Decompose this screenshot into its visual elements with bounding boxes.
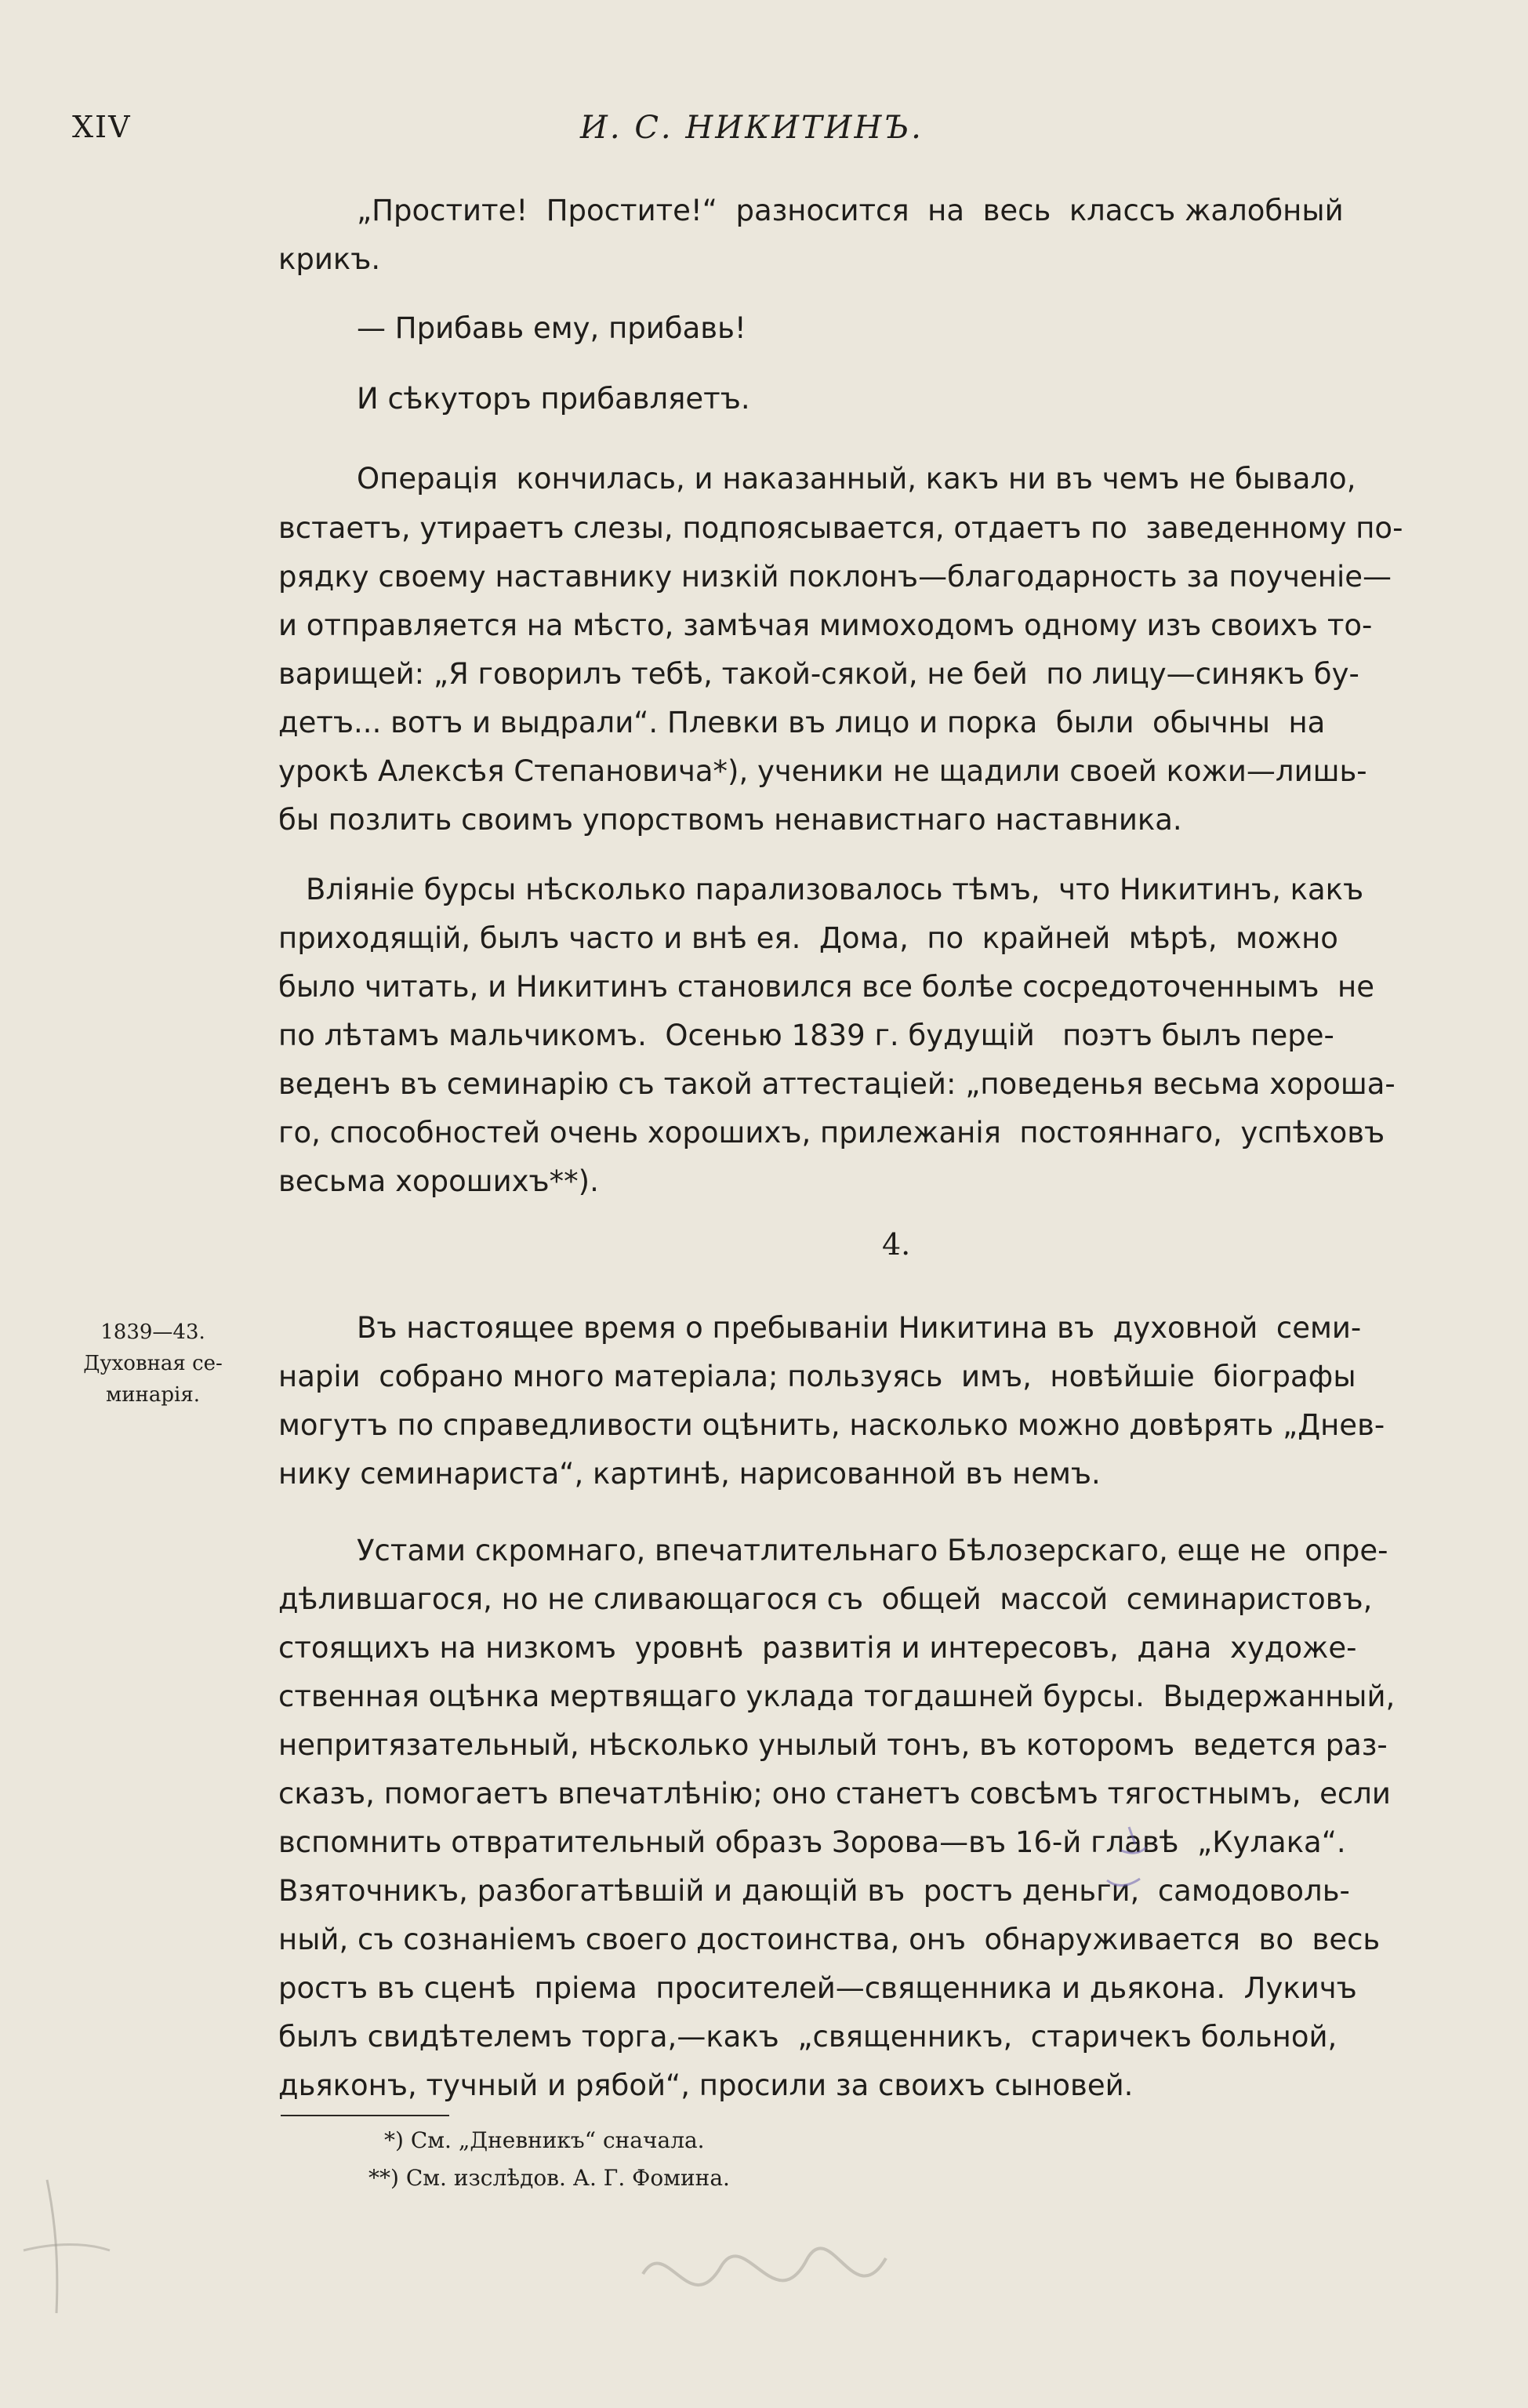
text-line: дѣлившагося, но не сливающагося съ общей массой семинаристовъ, [278,1582,1373,1616]
header-title: И. С. НИКИТИНЪ. [580,110,924,146]
text-line: сказъ, помогаетъ впечатлѣнію; оно станетъ совсѣмъ тягостнымъ, если [278,1777,1391,1811]
text-line: ственная оцѣнка мертвящаго уклада тогдашней бурсы. Выдержанный, [278,1680,1396,1713]
running-head [0,110,1528,157]
text-line: по лѣтамъ мальчикомъ. Осенью 1839 г. будущій поэтъ былъ пере- [278,1019,1334,1052]
margin-note-line: 1839—43. [100,1320,205,1344]
text-line: веденъ въ семинарію съ такой аттестаціей: „поведенья весьма хороша- [278,1067,1396,1101]
text-line: наріи собрано много матеріала; пользуясь имъ, новѣйшіе біографы [278,1360,1356,1393]
text-line: Въ настоящее время о пребываніи Никитина въ духовной семи- [357,1311,1362,1345]
text-line: встаетъ, утираетъ слезы, подпоясывается, отдаетъ по заведенному по- [278,511,1403,545]
text-line: дьяконъ, тучный и рябой“, просили за своихъ сыновей. [278,2068,1134,2102]
text-line: варищей: „Я говорилъ тебѣ, такой-сякой, не бей по лицу—синякъ бу- [278,657,1359,691]
text-line: крикъ. [278,242,381,276]
text-line: и отправляется на мѣсто, замѣчая мимоходомъ одному изъ своихъ то- [278,608,1373,642]
text-line: ростъ въ сценѣ пріема просителей—священника и дьякона. Лукичъ [278,1971,1357,2005]
section-number: 4. [882,1227,911,1262]
text-line: Вліяніе бурсы нѣсколько парализовалось тѣмъ, что Никитинъ, какъ [306,873,1364,906]
text-line: былъ свидѣтелемъ торга,—какъ „священникъ, старичекъ больной, [278,2020,1337,2054]
footnote-rule [281,2115,449,2116]
text-line: весьма хорошихъ**). [278,1164,599,1198]
margin-note-line: минарія. [105,1383,200,1407]
text-line: нику семинариста“, картинѣ, нарисованной въ немъ. [278,1457,1101,1491]
text-line: бы позлить своимъ упорствомъ ненавистнаго наставника. [278,803,1182,837]
text-line: могутъ по справедливости оцѣнить, насколько можно довѣрять „Днев- [278,1408,1385,1442]
text-line: рядку своему наставнику низкій поклонъ—благодарность за поученіе— [278,560,1392,594]
text-line: Взяточникъ, разбогатѣвшій и дающій въ ростъ деньги, самодоволь- [278,1874,1350,1908]
text-line: „Простите! Простите!“ разносится на весь классъ жалобный [357,194,1344,227]
text-line: приходящій, былъ часто и внѣ ея. Дома, по крайней мѣрѣ, можно [278,921,1338,955]
text-line: го, способностей очень хорошихъ, прилежанія постояннаго, успѣховъ [278,1116,1385,1150]
margin-note-line: Духовная се- [83,1352,223,1375]
text-line: непритязательный, нѣсколько унылый тонъ, въ которомъ ведется раз- [278,1728,1388,1762]
text-line: было читать, и Никитинъ становился все болѣе сосредоточеннымъ не [278,970,1375,1004]
text-line: урокѣ Алексѣя Степановича*), ученики не щадили своей кожи—лишь- [278,754,1367,788]
text-line: стоящихъ на низкомъ уровнѣ развитія и интересовъ, дана художе- [278,1631,1357,1665]
text-line: И сѣкуторъ прибавляетъ. [357,382,750,416]
text-line: — Прибавь ему, прибавь! [357,311,746,345]
footnote: **) См. изслѣдов. А. Г. Фомина. [368,2165,730,2191]
text-line: Устами скромнаго, впечатлительнаго Бѣлозерскаго, еще не опре- [357,1534,1388,1567]
text-line: Операція кончилась, и наказанный, какъ ни въ чемъ не бывало, [357,462,1356,496]
footnote: *) См. „Дневникъ“ сначала. [384,2127,705,2153]
page-number: XIV [72,110,132,144]
text-line: ный, съ сознаніемъ своего достоинства, онъ обнаруживается во весь [278,1923,1381,1956]
text-line: вспомнить отвратительный образъ Зорова—въ 16-й главѣ „Кулака“. [278,1825,1346,1859]
text-line: детъ... вотъ и выдрали“. Плевки въ лицо и порка были обычны на [278,706,1326,739]
